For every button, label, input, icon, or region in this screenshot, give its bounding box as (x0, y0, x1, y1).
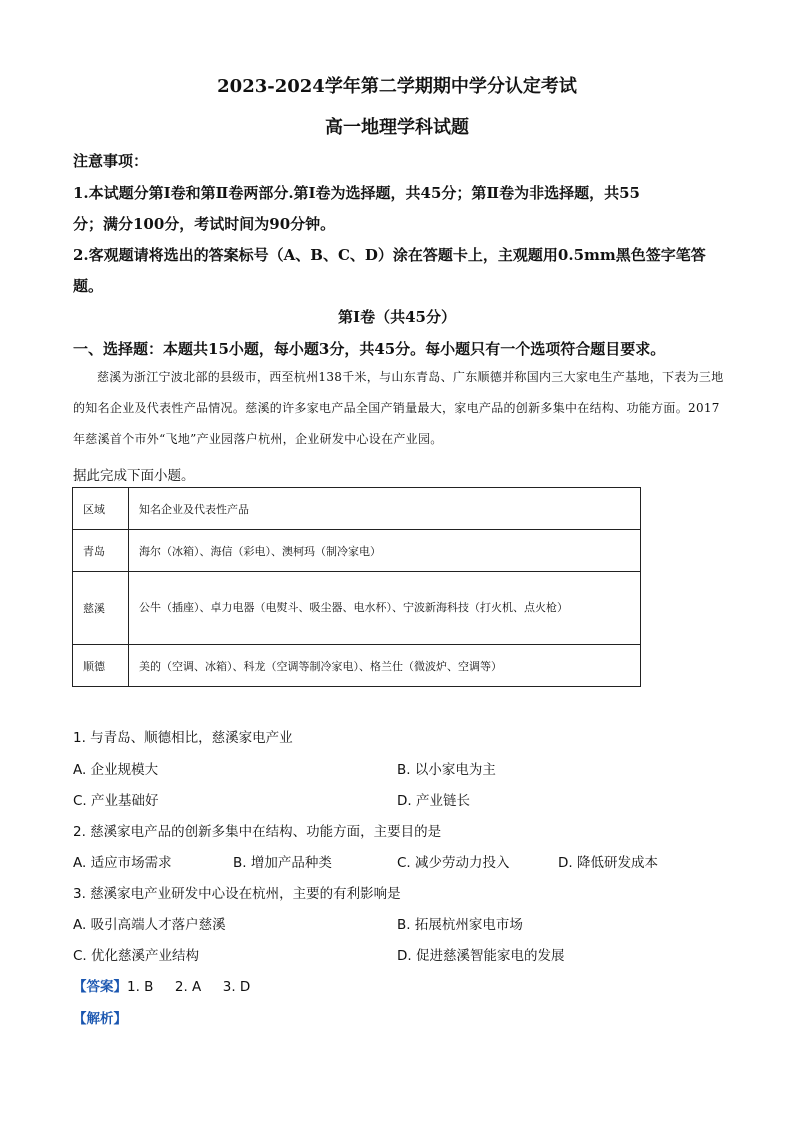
question-1-option-b[interactable]: B. 以小家电为主 (397, 762, 496, 778)
table-cell-products: 公牛（插座）、卓力电器（电熨斗、吸尘器、电水杯）、宁波新海科技（打火机、点火枪） (129, 572, 641, 645)
section-title: 第Ⅰ卷（共45分） (338, 308, 456, 326)
question-1-stem: 1. 与青岛、顺德相比，慈溪家电产业 (73, 730, 293, 746)
enterprise-table (72, 487, 641, 687)
notes-heading: 注意事项： (73, 152, 149, 170)
question-1-option-c[interactable]: C. 产业基础好 (73, 793, 159, 809)
note-item-1-line-1: 1.本试题分第Ⅰ卷和第Ⅱ卷两部分.第Ⅰ卷为选择题，共45分；第Ⅱ卷为非选择题，共55 (73, 184, 640, 202)
passage-prompt: 据此完成下面小题。 (73, 468, 195, 484)
answer-values: 1. B 2. A 3. D (127, 979, 251, 995)
note-item-1-line-2: 分；满分100分，考试时间为90分钟。 (73, 215, 336, 233)
reading-passage: 慈溪为浙江宁波北部的县级市，西至杭州138千米，与山东青岛、广东顺德并称国内三大家电生产基地，下表为三地的知名企业及代表性产品情况。慈溪的许多家电产品全国产销量最大，家电产品的创新多集中在结构、功能方面。2017年慈溪首个市外“飞地”产业园落户杭州，企业研发中心设在产业园。 (73, 370, 724, 446)
question-2-option-d[interactable]: D. 降低研发成本 (558, 855, 658, 871)
table-row (73, 530, 641, 572)
table-header-row (73, 488, 641, 530)
question-3-option-a[interactable]: A. 吸引高端人才落户慈溪 (73, 917, 226, 933)
answer-label: 【答案】 (73, 979, 127, 995)
table-cell-region: 顺德 (73, 645, 129, 687)
question-2-option-c[interactable]: C. 减少劳动力投入 (397, 855, 510, 871)
table-header-region: 区域 (73, 488, 129, 530)
question-2-option-b[interactable]: B. 增加产品种类 (233, 855, 332, 871)
table-cell-region: 青岛 (73, 530, 129, 572)
table-header-products: 知名企业及代表性产品 (129, 488, 641, 530)
question-3-option-b[interactable]: B. 拓展杭州家电市场 (397, 917, 523, 933)
exam-subtitle: 高一地理学科试题 (325, 117, 469, 138)
exam-title: 2023-2024学年第二学期期中学分认定考试 (217, 76, 577, 97)
question-2-stem: 2. 慈溪家电产品的创新多集中在结构、功能方面，主要目的是 (73, 824, 442, 840)
analysis-label: 【解析】 (73, 1011, 127, 1027)
table-cell-products: 美的（空调、冰箱）、科龙（空调等制冷家电）、格兰仕（微波炉、空调等） (129, 645, 641, 687)
table-cell-products: 海尔（冰箱）、海信（彩电）、澳柯玛（制冷家电） (129, 530, 641, 572)
question-1-option-d[interactable]: D. 产业链长 (397, 793, 470, 809)
question-3-stem: 3. 慈溪家电产业研发中心设在杭州，主要的有利影响是 (73, 886, 401, 902)
section-instruction: 一、选择题：本题共15小题，每小题3分，共45分。每小题只有一个选项符合题目要求。 (73, 340, 666, 358)
note-item-2-line-1: 2.客观题请将选出的答案标号（A、B、C、D）涂在答题卡上，主观题用0.5mm黑色签字笔答 (73, 246, 706, 264)
table-row (73, 645, 641, 687)
note-item-2-line-2: 题。 (73, 277, 104, 295)
question-2-option-a[interactable]: A. 适应市场需求 (73, 855, 172, 871)
table-cell-region: 慈溪 (73, 572, 129, 645)
question-1-option-a[interactable]: A. 企业规模大 (73, 762, 159, 778)
question-3-option-d[interactable]: D. 促进慈溪智能家电的发展 (397, 948, 565, 964)
table-row (73, 572, 641, 645)
question-3-option-c[interactable]: C. 优化慈溪产业结构 (73, 948, 200, 964)
answer-line (73, 975, 250, 995)
